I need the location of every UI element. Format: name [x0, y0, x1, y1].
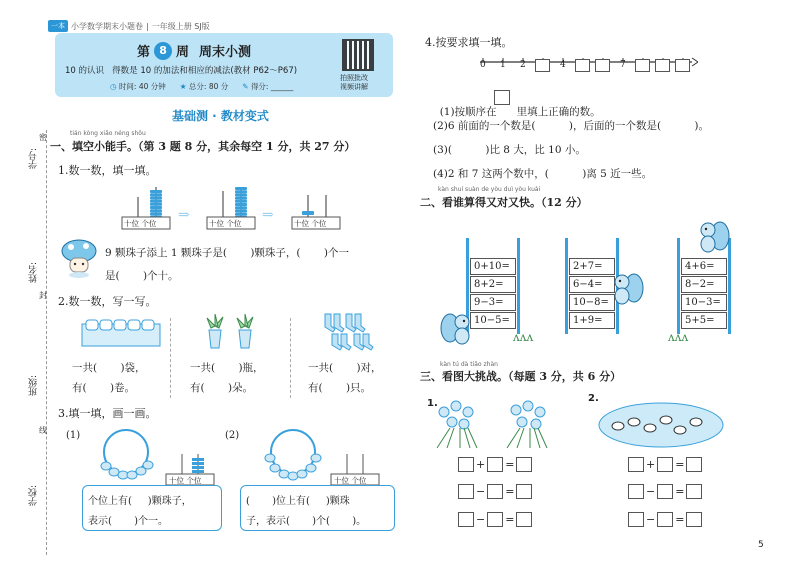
seal-mark-mi: 密	[39, 133, 47, 142]
tick-box-6[interactable]	[595, 59, 610, 72]
ladder-2-row-3[interactable]: 10−8=	[569, 294, 615, 311]
ladder-2-row-4[interactable]: 1+9=	[569, 312, 615, 329]
ladder-3-row-4[interactable]: 5+5=	[681, 312, 727, 329]
q3-label: 3.填一填，画一画。	[58, 407, 157, 420]
q1-label: 1.数一数，填一填。	[58, 164, 157, 177]
bead-ring-2	[262, 428, 324, 483]
banner-meta	[110, 81, 293, 92]
class-label: 班级:	[29, 375, 39, 397]
arrow-icon: ⇒	[262, 207, 274, 223]
tick-label-1: 1	[500, 60, 506, 70]
answer-box[interactable]	[458, 484, 474, 499]
abacus-2	[205, 185, 257, 231]
inline-answer-box-icon	[494, 90, 510, 105]
abacus-q3-1-label: 十位 个位	[169, 476, 202, 485]
eq-row-2-1: + =	[628, 457, 702, 472]
qr-caption-2: 视频讲解	[340, 83, 368, 91]
abacus-q3-2	[330, 450, 380, 486]
seal-mark-feng: 封	[39, 291, 47, 300]
eq-row-1-1: + =	[458, 457, 532, 472]
ladder-2-row-2[interactable]: 6−4=	[569, 276, 615, 293]
abacus-q3-2-label: 十位 个位	[334, 476, 367, 485]
ladder-2-row-1[interactable]: 2+7=	[569, 258, 615, 275]
answer-box[interactable]	[657, 484, 673, 499]
week-number-badge: 8	[154, 42, 172, 60]
divider	[290, 318, 291, 398]
eq-row-1-3: − =	[458, 512, 532, 527]
q3-sub1: (1)	[66, 430, 81, 441]
abacus-3	[290, 185, 342, 231]
part3-q2-label: 2.	[588, 393, 599, 404]
week-heading: 第 8 周 周末小测	[137, 41, 251, 60]
q3-box2-line1: ( )位上有( )颗珠	[246, 496, 350, 507]
eq-row-2-3: − =	[628, 512, 702, 527]
series-title: 小学数学期末小题卷	[71, 21, 143, 31]
pond-ducks-icon	[596, 400, 726, 450]
grass-icon: ʌʌʌ	[668, 330, 689, 344]
part1-title: 一、填空小能手。（第 3 题 8 分，其余每空 1 分，共 27 分）	[50, 140, 356, 153]
answer-box[interactable]	[628, 457, 644, 472]
tick-box-3[interactable]	[535, 59, 550, 72]
tick-label-0: 0	[480, 60, 486, 70]
tick-label-2: 2	[520, 60, 526, 70]
q2a-line1: 一共( )袋，	[72, 362, 146, 374]
abacus-2-label: 十位 个位	[209, 219, 242, 228]
squirrel-icon	[612, 270, 644, 306]
ladder-3-row-1[interactable]: 4+6=	[681, 258, 727, 275]
q2c-line1: 一共( )对，	[308, 362, 382, 374]
series-header: 一本 小学数学期末小题卷 | 一年级上册 SJ版	[48, 20, 210, 32]
banner-subtitle: 10 的认识 得数是 10 的加法和相应的减法(教材 P62～P67)	[65, 66, 298, 76]
abacus-1	[120, 185, 172, 231]
flower-bunch-icon	[432, 400, 562, 450]
eq-row-2-2: − =	[628, 484, 702, 499]
tick-box-8[interactable]	[635, 59, 650, 72]
q2-label: 2.数一数，写一写。	[58, 295, 157, 308]
title-banner	[55, 33, 393, 97]
tick-label-4: 4	[560, 60, 566, 70]
part2-title: 二、看谁算得又对又快。（12 分）	[420, 196, 588, 209]
part3-title: 三、看图大挑战。（每题 3 分，共 6 分）	[420, 370, 622, 383]
divider	[170, 318, 171, 398]
part2-pinyin: kàn shuí suàn de yòu duì yòu kuài	[438, 186, 541, 193]
q4-line4: (4)2 和 7 这两个数中，( )离 5 近一些。	[433, 168, 653, 180]
week-title: 周末小测	[199, 45, 252, 60]
squirrel-icon	[698, 218, 730, 254]
q4-line3: (3)( )比 8 大，比 10 小。	[433, 144, 586, 156]
answer-box[interactable]	[628, 512, 644, 527]
q3-box2-line2: 子，表示( )个( )。	[246, 516, 367, 527]
tick-box-5[interactable]	[575, 59, 590, 72]
edition-label: 一年级上册 SJ版	[151, 21, 210, 31]
q3-box1-line2: 表示( )个一。	[88, 516, 169, 527]
qr-caption-1: 拍照批改	[340, 74, 368, 82]
vase-flowers-icon	[200, 312, 260, 352]
answer-box[interactable]	[686, 512, 702, 527]
q1-line2: 是( )个十。	[105, 270, 179, 282]
qr-code[interactable]	[342, 39, 374, 71]
q1-line1: 9 颗珠子添上 1 颗珠子是( )颗珠子，( )个一	[105, 247, 349, 259]
socks-pairs-icon	[322, 312, 382, 352]
q2c-line2: 有( )只。	[308, 382, 372, 394]
answer-box[interactable]	[628, 484, 644, 499]
school-label: 学校:	[29, 485, 39, 507]
answer-box[interactable]	[657, 512, 673, 527]
abacus-3-label: 十位 个位	[294, 219, 327, 228]
series-badge: 一本	[48, 20, 68, 32]
ladder-3-row-2[interactable]: 8−2=	[681, 276, 727, 293]
tick-box-10[interactable]	[675, 59, 690, 72]
q2a-line2: 有( )卷。	[72, 382, 136, 394]
student-name-label: 姓名:	[29, 262, 39, 284]
answer-box[interactable]	[516, 512, 532, 527]
q3-sub2: (2)	[225, 430, 240, 441]
ladder-1-row-3[interactable]: 9−3=	[470, 294, 516, 311]
abacus-1-label: 十位 个位	[124, 219, 157, 228]
answer-box[interactable]	[487, 457, 503, 472]
q4-line2: (2)6 前面的一个数是( )，后面的一个数是( )。	[433, 120, 710, 132]
ladder-3-row-3[interactable]: 10−3=	[681, 294, 727, 311]
answer-box[interactable]	[458, 512, 474, 527]
tissue-pack-icon	[80, 318, 162, 348]
answer-box[interactable]	[458, 457, 474, 472]
answer-box[interactable]	[516, 457, 532, 472]
ladder-1-row-1[interactable]: 0+10=	[470, 258, 516, 275]
answer-box[interactable]	[657, 457, 673, 472]
ladder-1-row-4[interactable]: 10−5=	[470, 312, 516, 329]
arrow-icon: ⇒	[178, 207, 190, 223]
section-title: 基础测 · 教材变式	[172, 109, 269, 123]
score-label: ✎ 得分: ______	[242, 82, 294, 91]
q4-line1: (1)按顺序在 里填上正确的数。	[439, 106, 601, 118]
page-number: 5	[758, 540, 764, 550]
mushroom-mascot-icon	[60, 238, 98, 278]
q2b-line1: 一共( )瓶，	[190, 362, 264, 374]
student-number-label: 学号:	[29, 148, 39, 170]
bead-ring-1	[95, 428, 157, 483]
answer-box[interactable]	[686, 484, 702, 499]
answer-box[interactable]	[516, 484, 532, 499]
abacus-q3-1	[165, 450, 215, 486]
part1-pinyin: tián kòng xiǎo néng shǒu	[70, 130, 146, 137]
total-label: ★ 总分: 80 分	[179, 82, 229, 91]
squirrel-icon	[440, 310, 472, 346]
tick-box-9[interactable]	[655, 59, 670, 72]
ladder-1-row-2[interactable]: 8+2=	[470, 276, 516, 293]
time-label: ◷ 时间: 40 分钟	[110, 82, 166, 91]
grass-icon: ʌʌʌ	[513, 330, 534, 344]
q2b-line2: 有( )朵。	[190, 382, 254, 394]
q4-label: 4.按要求填一填。	[425, 36, 513, 49]
eq-row-1-2: − =	[458, 484, 532, 499]
part3-q1-label: 1.	[427, 398, 438, 409]
answer-box[interactable]	[487, 484, 503, 499]
part3-pinyin: kàn tú dà tiǎo zhàn	[440, 361, 498, 368]
tick-label-7: 7	[620, 60, 626, 70]
answer-box[interactable]	[686, 457, 702, 472]
answer-box[interactable]	[487, 512, 503, 527]
seal-mark-xian: 线	[39, 426, 47, 435]
q3-box1-line1: 个位上有( )颗珠子，	[88, 496, 192, 507]
number-line	[478, 50, 698, 80]
